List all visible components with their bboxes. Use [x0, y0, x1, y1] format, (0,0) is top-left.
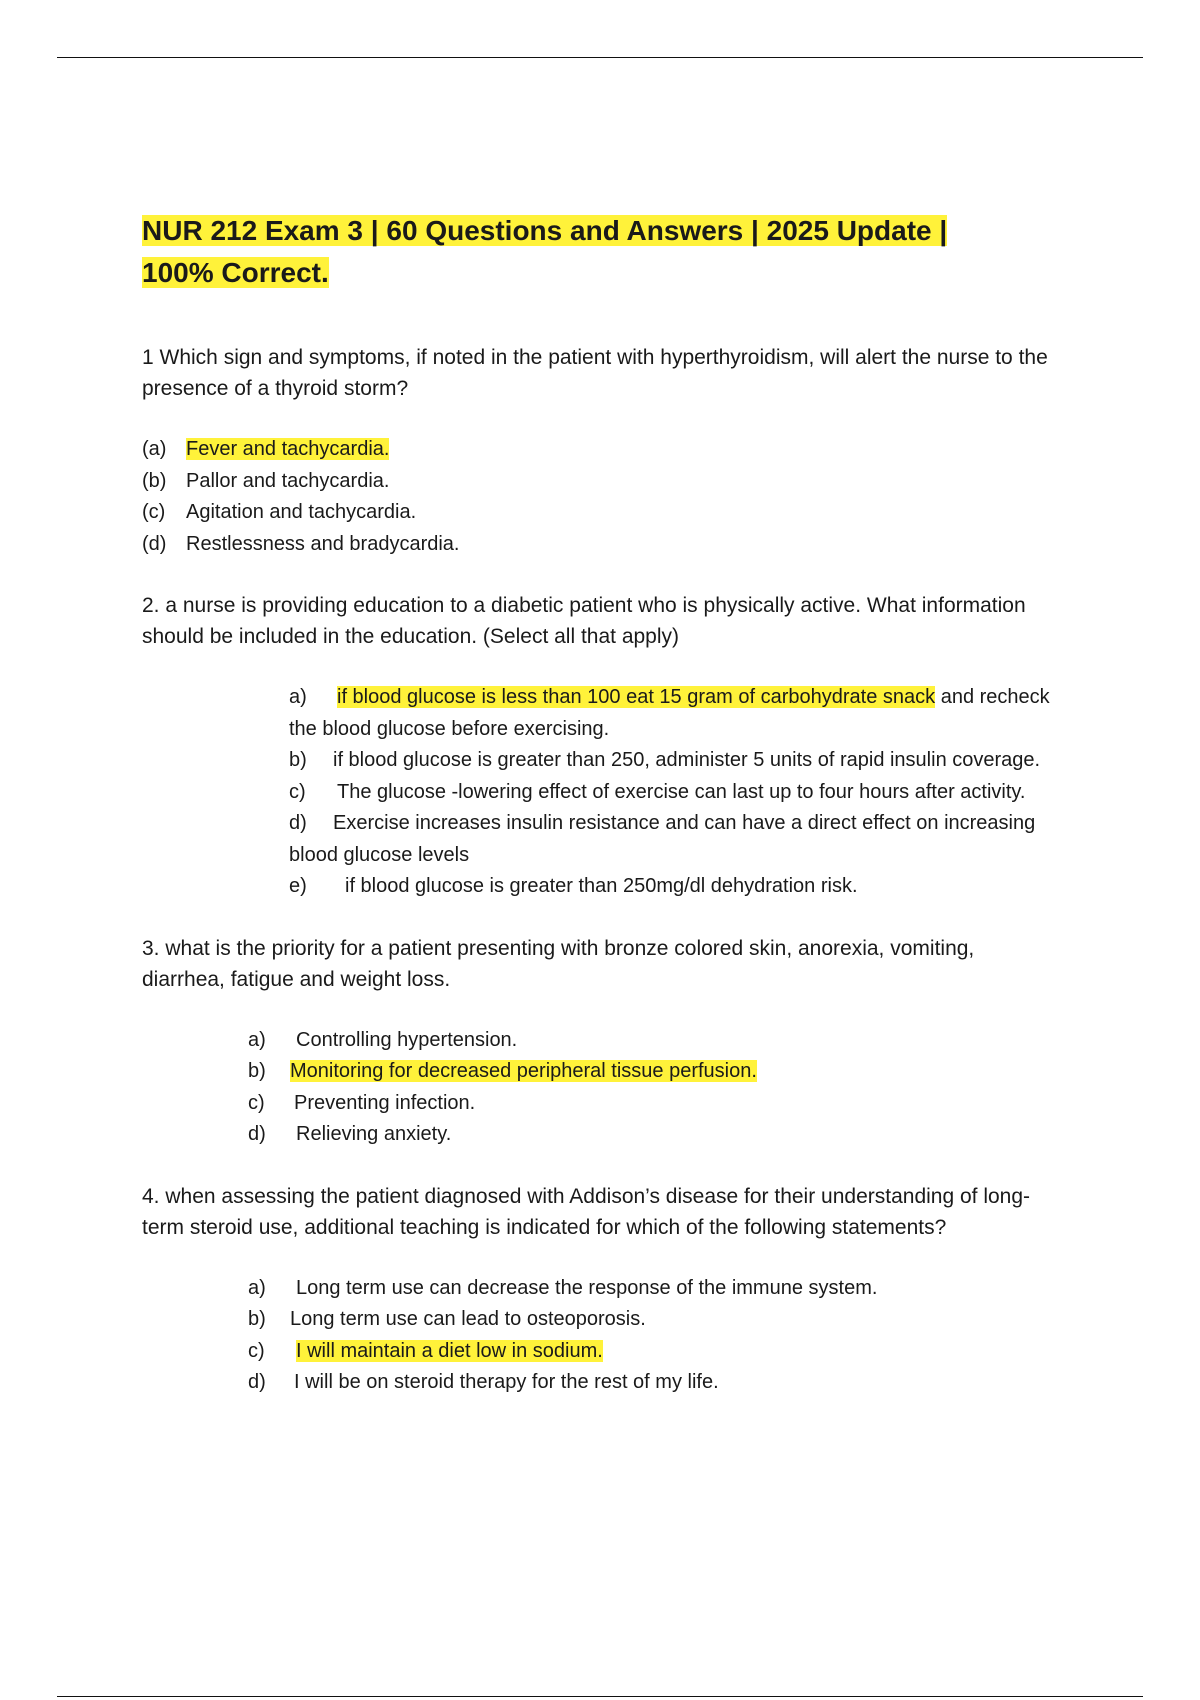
option-text-correct: Monitoring for decreased peripheral tissue perfusion.: [290, 1060, 757, 1082]
option-text: Relieving anxiety.: [296, 1123, 452, 1145]
option-label: (d): [142, 532, 167, 555]
question-3-option-b: [248, 1056, 1062, 1088]
option-text-correct: Fever and tachycardia.: [186, 438, 390, 460]
option-label: c): [289, 780, 306, 803]
question-4: [142, 1181, 1062, 1399]
option-label: d): [289, 812, 307, 834]
option-text: Agitation and tachycardia.: [186, 501, 417, 523]
question-3-option-c: [248, 1088, 1062, 1120]
option-label: a): [248, 1028, 266, 1051]
option-label: a): [248, 1276, 266, 1299]
option-text: Long term use can decrease the response of the immune system.: [296, 1276, 878, 1299]
bottom-rule: [57, 1696, 1143, 1697]
question-3: [142, 933, 1062, 1151]
option-text: Controlling hypertension.: [296, 1028, 518, 1051]
option-label: (c): [142, 501, 166, 523]
title-line-1: NUR 212 Exam 3 | 60 Questions and Answers | 2025 Update |: [142, 215, 948, 246]
question-4-text: 4. when assessing the patient diagnosed with Addison’s disease for their understanding of long-term steroid use, additional teaching is indicated for which of the following statements?: [142, 1184, 1031, 1239]
option-text: if blood glucose is greater than 250mg/dl dehydration risk.: [345, 875, 858, 897]
question-3-options: [248, 1025, 1062, 1151]
option-text: if blood glucose is greater than 250, administer 5 units of rapid insulin coverage.: [333, 749, 1041, 771]
option-text: Restlessness and bradycardia.: [186, 532, 460, 555]
title-line-2: 100% Correct.: [142, 257, 329, 288]
question-2-option-c: [289, 777, 1069, 809]
question-1-text: 1 Which sign and symptoms, if noted in the patient with hyperthyroidism, will alert the nurse to the presence of a thyroid storm?: [142, 346, 1048, 400]
option-text: Preventing infection.: [294, 1091, 476, 1114]
question-2-option-b: [289, 745, 1069, 777]
option-text: I will be on steroid therapy for the rest of my life.: [294, 1371, 719, 1393]
question-2-text: 2. a nurse is providing education to a diabetic patient who is physically active. What information should be included in the education. (Select all that apply): [142, 594, 1026, 648]
option-label: (a): [142, 438, 167, 460]
option-label: d): [248, 1371, 266, 1393]
question-1-option-a: [142, 434, 1062, 466]
question-2-option-d: [289, 808, 1069, 871]
question-1-option-c: [142, 497, 1062, 529]
option-label: c): [248, 1091, 265, 1114]
option-label: c): [248, 1339, 265, 1362]
question-1-option-d: [142, 529, 1062, 561]
option-label: d): [248, 1123, 266, 1145]
option-label: e): [289, 875, 307, 897]
document-body: [142, 210, 1062, 1429]
option-text-correct: I will maintain a diet low in sodium.: [296, 1339, 603, 1362]
option-text: Exercise increases insulin resistance and can have a direct effect on increasing blood glucose levels: [289, 812, 1036, 866]
question-1: [142, 342, 1062, 560]
option-label: a): [289, 686, 307, 708]
question-4-option-c: [248, 1336, 1062, 1368]
top-rule: [57, 57, 1143, 58]
option-label: b): [248, 1060, 266, 1082]
question-2-options: [289, 682, 1069, 903]
question-1-options: [142, 434, 1062, 560]
option-label: (b): [142, 469, 167, 492]
question-2: [142, 590, 1062, 903]
question-1-option-b: [142, 466, 1062, 498]
question-3-option-d: [248, 1119, 1062, 1151]
document-title: [142, 210, 1062, 294]
question-4-option-b: [248, 1304, 1062, 1336]
option-text: Pallor and tachycardia.: [186, 469, 390, 492]
question-4-option-d: [248, 1367, 1062, 1399]
option-text-correct: if blood glucose is less than 100 eat 15 gram of carbohydrate snack: [337, 686, 936, 708]
question-3-text: 3. what is the priority for a patient presenting with bronze colored skin, anorexia, vomiting, diarrhea, fatigue and weight loss.: [142, 936, 975, 991]
question-3-option-a: [248, 1025, 1062, 1057]
question-2-option-e: [289, 871, 1069, 903]
option-text: The glucose -lowering effect of exercise can last up to four hours after activity.: [337, 780, 1026, 803]
option-label: b): [289, 749, 307, 771]
question-4-option-a: [248, 1273, 1062, 1305]
question-2-option-a: [289, 682, 1069, 745]
option-label: b): [248, 1308, 266, 1330]
option-text: Long term use can lead to osteoporosis.: [290, 1308, 646, 1330]
question-4-options: [248, 1273, 1062, 1399]
option-text-continued: and recheck the blood glucose before exercising.: [289, 686, 1050, 740]
